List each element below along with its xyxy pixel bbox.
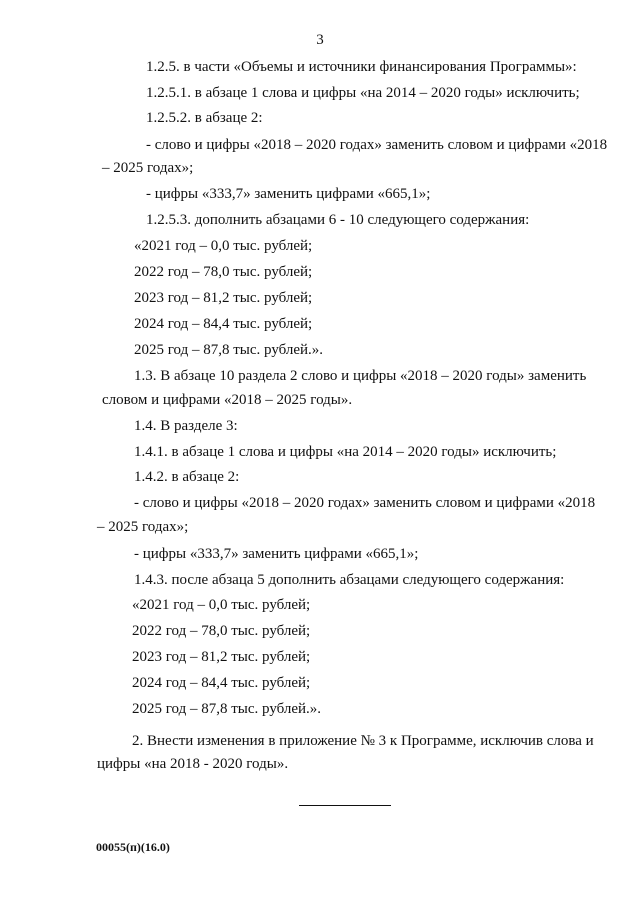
line-year-2021: «2021 год – 0,0 тыс. рублей;: [134, 238, 313, 254]
line-year-2024: 2024 год – 84,4 тыс. рублей;: [134, 316, 313, 332]
line-year-2024-b: 2024 год – 84,4 тыс. рублей;: [132, 675, 311, 691]
line-1-3-cont: словом и цифрами «2018 – 2025 годы».: [102, 392, 353, 408]
line-replace-figures-2: - цифры «333,7» заменить цифрами «665,1»;: [134, 546, 419, 562]
line-replace-years-2-cont: – 2025 годах»;: [97, 519, 189, 535]
line-1-4-1: 1.4.1. в абзаце 1 слова и цифры «на 2014 – 2020 годы» исключить;: [134, 444, 557, 460]
line-1-4-2: 1.4.2. в абзаце 2:: [134, 469, 240, 485]
line-replace-figures: - цифры «333,7» заменить цифрами «665,1»;: [146, 186, 431, 202]
line-year-2021-b: «2021 год – 0,0 тыс. рублей;: [132, 597, 311, 613]
line-year-2025: 2025 год – 87,8 тыс. рублей.».: [134, 342, 324, 358]
line-1-2-5-3: 1.2.5.3. дополнить абзацами 6 - 10 следующего содержания:: [146, 212, 530, 228]
line-1-3: 1.3. В абзаце 10 раздела 2 слово и цифры «2018 – 2020 годы» заменить: [134, 368, 587, 384]
line-1-2-5-1: 1.2.5.1. в абзаце 1 слова и цифры «на 2014 – 2020 годы» исключить;: [146, 85, 580, 101]
line-year-2023: 2023 год – 81,2 тыс. рублей;: [134, 290, 313, 306]
line-year-2025-b: 2025 год – 87,8 тыс. рублей.».: [132, 701, 322, 717]
line-year-2023-b: 2023 год – 81,2 тыс. рублей;: [132, 649, 311, 665]
line-replace-years: - слово и цифры «2018 – 2020 годах» заменить словом и цифрами «2018: [146, 137, 608, 153]
line-year-2022: 2022 год – 78,0 тыс. рублей;: [134, 264, 313, 280]
line-1-2-5-2: 1.2.5.2. в абзаце 2:: [146, 110, 263, 126]
line-replace-years-cont: – 2025 годах»;: [102, 160, 194, 176]
end-divider: [299, 805, 391, 806]
document-code: 00055(п)(16.0): [96, 840, 170, 854]
line-1-4: 1.4. В разделе 3:: [134, 418, 238, 434]
line-year-2022-b: 2022 год – 78,0 тыс. рублей;: [132, 623, 311, 639]
line-item-2-cont: цифры «на 2018 - 2020 годы».: [97, 756, 289, 772]
page-number: 3: [316, 32, 324, 48]
line-1-2-5: 1.2.5. в части «Объемы и источники финансирования Программы»:: [146, 59, 577, 75]
line-1-4-3: 1.4.3. после абзаца 5 дополнить абзацами следующего содержания:: [134, 572, 565, 588]
line-item-2: 2. Внести изменения в приложение № 3 к Программе, исключив слова и: [132, 733, 594, 749]
line-replace-years-2: - слово и цифры «2018 – 2020 годах» заменить словом и цифрами «2018: [134, 495, 596, 511]
